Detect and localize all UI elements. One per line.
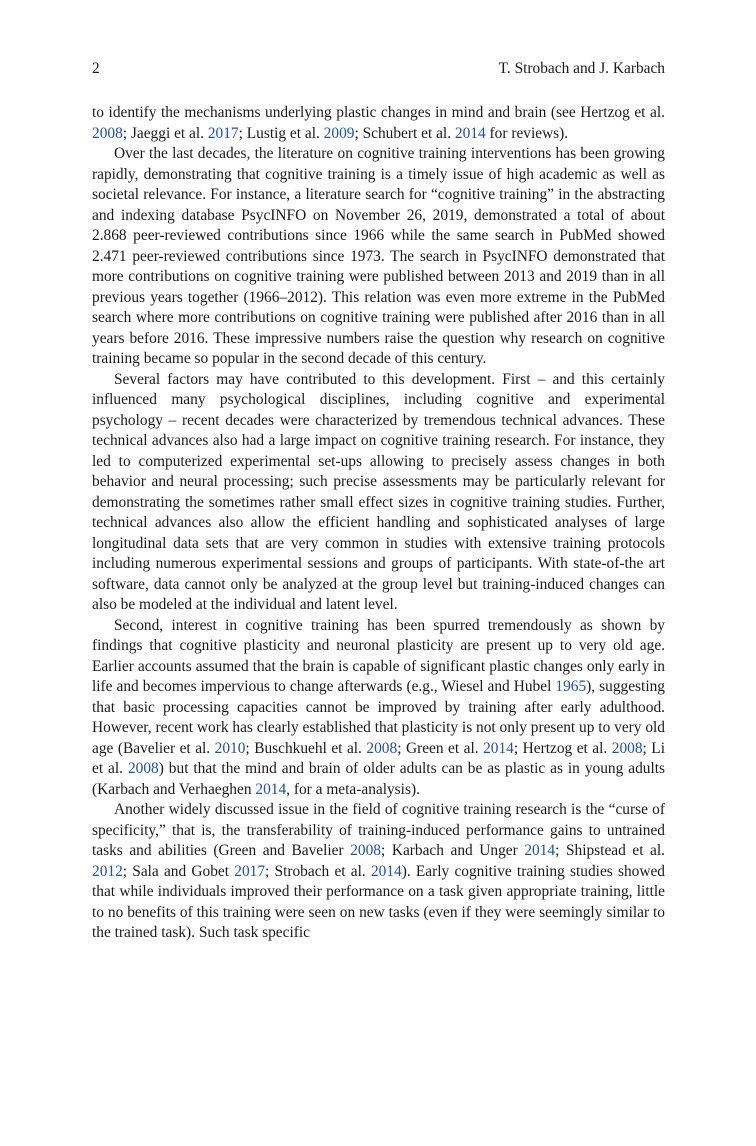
paragraph-text: Another widely discussed issue in the field of cognitive training research is the “curse of specificity,” that is, the transferability of training-induced performance gains to untrained tasks and abilities (Green and Bavelier — [92, 801, 665, 859]
paragraph-text: ; Karbach and Unger — [380, 842, 525, 859]
paragraph-text: , for a meta-analysis). — [286, 780, 420, 798]
paragraph — [92, 800, 665, 944]
citation-year-link[interactable]: 2008 — [127, 760, 159, 777]
paragraph — [92, 103, 665, 144]
body-text — [92, 103, 665, 944]
citation-year-link[interactable]: 2009 — [323, 124, 355, 142]
citation-year-link[interactable]: 2014 — [255, 780, 287, 798]
running-head-authors: T. Strobach and J. Karbach — [498, 60, 665, 77]
paragraph — [92, 616, 665, 801]
paragraph-text: ; Sala and Gobet — [122, 862, 235, 880]
paragraph-text: ; Buschkuehl et al. — [245, 739, 367, 757]
paragraph-text: Second, interest in cognitive training has been spurred tremendously as shown by findings that cognitive plasticity and neuronal plasticity are present up to very old age. Earlier accounts assumed that the brain is capable of significant plastic changes only early in life and becomes impervious to change afterwards (e.g., Wiesel and Hubel — [92, 616, 665, 695]
page-number: 2 — [92, 60, 100, 77]
citation-year-link[interactable]: 2008 — [350, 842, 381, 859]
citation-year-link[interactable]: 2017 — [234, 862, 266, 880]
citation-year-link[interactable]: 2012 — [92, 862, 123, 880]
citation-year-link[interactable]: 2017 — [207, 124, 239, 142]
paragraph-text: ; Hertzog et al. — [513, 739, 612, 757]
paragraph-text: ; Li et al. — [92, 739, 665, 777]
citation-year-link[interactable]: 2014 — [454, 124, 486, 142]
paragraph-text: ) but that the mind and brain of older adults can be as plastic as in young adults (Karbach and Verhaeghen — [92, 760, 665, 798]
paragraph-text: Over the last decades, the literature on cognitive training interventions has been growing rapidly, demonstrating that cognitive training is a timely issue of high academic as well as societal relevance. For instance, a literature search for “cognitive training” in the abstracting and indexing database PsycINFO on November 26, 2019, demonstrated a total of about 2.868 peer-reviewed contributions since 1966 while the same search in PubMed showed 2.471 peer-reviewed contributions since 1973. The search in PsycINFO demonstrated that more contributions on cognitive training were published between 2013 and 2019 than in all previous years together (1966–2012). This relation was even more extreme in the PubMed search where more contributions on cognitive training were published after 2016 than in all years before 2016. These impressive numbers raise the question why research on cognitive training became so popular in the second decade of this century. — [92, 145, 665, 367]
paragraph-text: ), suggesting that basic processing capacities cannot be improved by training after early adulthood. However, recent work has clearly established that plasticity is not only present up to very old age (Bavelier et al. — [92, 678, 665, 757]
paragraph-text: Several factors may have contributed to this development. First – and this certainly influenced many psychological disciplines, including cognitive and experimental psychology – recent decades were characterized by tremendous technical advances. These technical advances also had a large impact on cognitive training research. For instance, they led to computerized experimental set-ups allowing to precisely assess changes in both behavior and neural processing; such precise assessments may be particularly relevant for demonstrating the sometimes rather small effect sizes in cognitive training studies. Further, technical advances also allow the efficient handling and sophisticated analyses of large longitudinal data sets that are very common in studies with extensive training protocols including numerous experimental sessions and groups of participants. With state-of-the art software, data cannot only be analyzed at the group level but training-induced changes can also be modeled at the individual and latent level. — [92, 370, 665, 613]
citation-year-link[interactable]: 1965 — [555, 678, 587, 695]
paragraph-text: for reviews). — [485, 124, 569, 142]
paragraph-text: ; Jaeggi et al. — [122, 124, 208, 142]
paragraph-text: ; Strobach et al. — [265, 862, 371, 880]
citation-year-link[interactable]: 2008 — [366, 739, 398, 757]
paragraph — [92, 370, 665, 616]
citation-year-link[interactable]: 2014 — [524, 842, 556, 859]
citation-year-link[interactable]: 2008 — [92, 124, 123, 142]
citation-year-link[interactable]: 2014 — [483, 739, 514, 757]
paragraph-text: ; Green et al. — [397, 739, 484, 757]
citation-year-link[interactable]: 2014 — [370, 862, 402, 880]
paragraph-text: to identify the mechanisms underlying plastic changes in mind and brain (see Hertzog et al. — [92, 104, 665, 121]
citation-year-link[interactable]: 2008 — [611, 739, 643, 757]
paragraph — [92, 144, 665, 370]
paragraph-text: ; Shipstead et al. — [555, 842, 665, 859]
paragraph-text: ). Early cognitive training studies showed that while individuals improved their performance on a task given appropriate training, little to no benefits of this training were seen on new tasks (even if they were seemingly similar to the trained task). Such task specific — [92, 862, 666, 941]
citation-year-link[interactable]: 2010 — [214, 739, 246, 757]
paragraph-text: ; Schubert et al. — [354, 124, 455, 142]
paragraph-text: ; Lustig et al. — [238, 124, 324, 142]
running-header — [92, 60, 665, 80]
